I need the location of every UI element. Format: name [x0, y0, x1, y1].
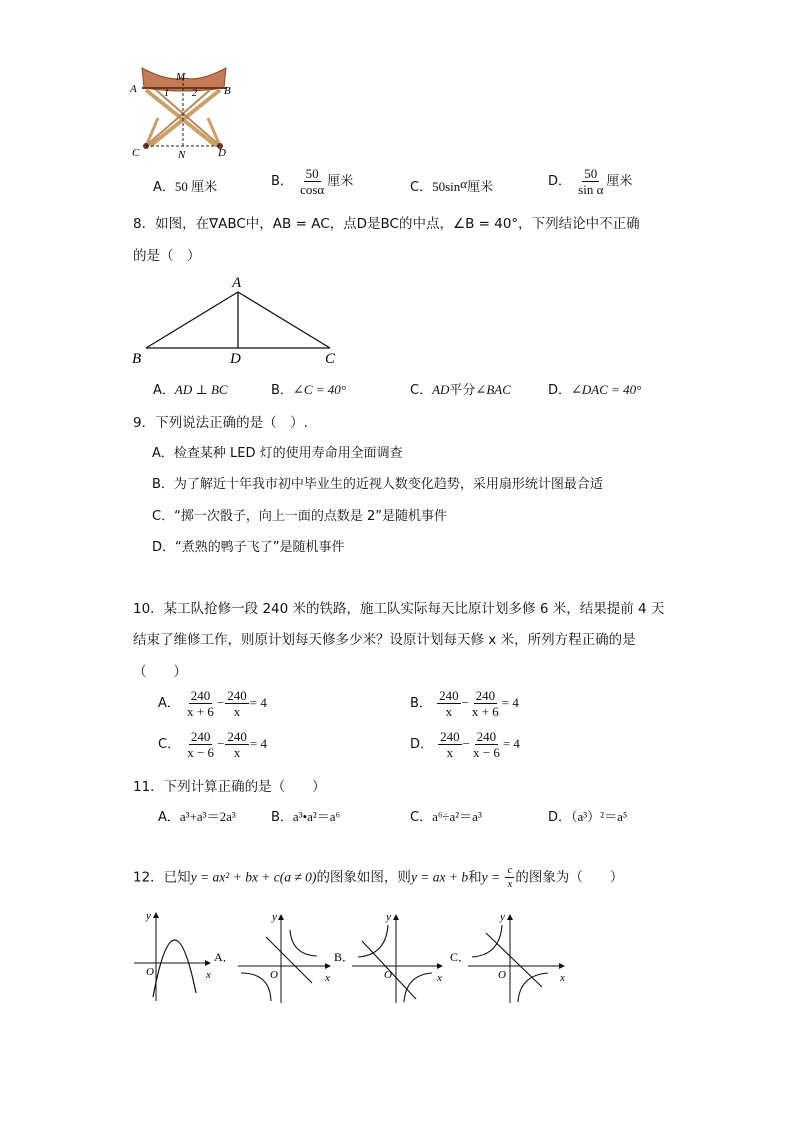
fraction: $\frac{50}{\cos\alpha}$	[300, 166, 325, 197]
q11-option-b[interactable]: B．a³•a²＝a⁶	[271, 809, 341, 825]
q8-option-d[interactable]: D．∠DAC = 40°	[548, 382, 642, 398]
label-A: A	[232, 275, 242, 291]
q10-stem-line2: 结束了维修工作，则原计划每天修多少米？设原计划每天修 x 米，所列方程正确的是	[133, 632, 636, 648]
q10-stem-line1: 10．某工队抢修一段 240 米的铁路，施工队实际每天比原计划多修 6 米，结果提前 4 天	[133, 601, 665, 617]
svg-text:x: x	[206, 969, 211, 981]
q12-stem: 12．已知y = ax² + bx + c(a ≠ 0)的图象如图，则y = ax + b和y = $\frac{c}{x}$ 的图象为（ ）	[133, 864, 624, 890]
svg-text:y: y	[146, 910, 151, 922]
label-B: B	[224, 85, 231, 97]
label-2: 2	[192, 88, 197, 99]
parabola-graph	[134, 910, 211, 1001]
q9-option-a[interactable]: A．检查某种 LED 灯的使用寿命用全面调查	[152, 446, 403, 461]
svg-text:y: y	[272, 911, 277, 923]
q11-option-a[interactable]: A．a³+a³＝2a³	[158, 809, 236, 825]
q11-stem: 11．下列计算正确的是（ ）	[133, 779, 326, 795]
svg-text:x: x	[325, 972, 330, 984]
svg-text:O: O	[384, 969, 392, 981]
svg-text:O: O	[146, 966, 154, 978]
q7-option-a[interactable]: A．50 厘米	[153, 179, 218, 195]
q7-option-d[interactable]: D． $\frac{50}{\text{sin α}}$ 厘米	[548, 166, 633, 197]
graphs-figure	[128, 905, 578, 1005]
q7-option-c[interactable]: C．50sinα厘米	[410, 176, 494, 195]
svg-text:O: O	[270, 969, 278, 981]
label-A: A	[130, 83, 137, 95]
q8-stem-line1: 8．如图，在∇ABC中，AB = AC，点D是BC的中点，∠B = 40°，下列结论中不正确	[133, 216, 640, 232]
q10-option-d[interactable]: D． $\frac{240}{x}$ − $\frac{240}{x - 6}$ = 4	[410, 729, 520, 760]
triangle-abc-figure	[128, 272, 348, 368]
q9-option-c[interactable]: C．“掷一次骰子，向上一面的点数是 2”是随机事件	[152, 509, 447, 524]
q8-option-c[interactable]: C．AD平分∠BAC	[410, 382, 511, 398]
option-b-graph	[352, 911, 442, 1003]
label-B: B	[132, 351, 142, 367]
q11-option-c[interactable]: C．a⁶÷a²＝a³	[410, 809, 482, 825]
label-D: D	[218, 147, 226, 159]
option-label-b: B．	[334, 950, 355, 964]
label-D: D	[230, 351, 241, 367]
label-N: N	[178, 149, 186, 160]
label-1: 1	[164, 88, 169, 99]
svg-text:y: y	[500, 911, 505, 923]
option-a-graph	[238, 911, 330, 1003]
svg-text:O: O	[498, 969, 506, 981]
q7-option-b[interactable]: B． $\frac{50}{\cos\alpha}$ 厘米	[271, 166, 354, 197]
q11-option-d[interactable]: D．（a³）²＝a⁵	[548, 809, 628, 825]
label-C: C	[132, 147, 140, 159]
label-M: M	[176, 71, 186, 83]
q10-option-b[interactable]: B． $\frac{240}{x}$ − $\frac{240}{x + 6}$ = 4	[410, 688, 519, 719]
fraction: $\frac{50}{\text{sin α}}$	[578, 166, 604, 197]
option-c-graph	[468, 911, 565, 1003]
q9-stem: 9．下列说法正确的是（ ）.	[133, 415, 308, 431]
q10-stem-line3: （ ）	[133, 664, 187, 680]
option-label-a: A．	[214, 950, 235, 964]
q9-option-d[interactable]: D．“煮熟的鸭子飞了”是随机事件	[152, 540, 345, 555]
q10-option-a[interactable]: A． $\frac{240}{x + 6}$ − $\frac{240}{x}$ = 4	[158, 688, 267, 719]
option-label-c: C．	[450, 950, 471, 964]
q10-option-c[interactable]: C． $\frac{240}{x - 6}$ − $\frac{240}{x}$ = 4	[158, 729, 267, 760]
folding-stool-figure	[128, 60, 240, 160]
svg-text:x: x	[437, 972, 442, 984]
q9-option-b[interactable]: B．为了解近十年我市初中毕业生的近视人数变化趋势，采用扇形统计图最合适	[152, 477, 603, 492]
label-C: C	[325, 351, 336, 367]
q8-stem-line2: 的是（ ）	[133, 248, 201, 264]
svg-text:x: x	[560, 972, 565, 984]
svg-text:y: y	[386, 911, 391, 923]
q8-option-b[interactable]: B．∠C = 40°	[271, 382, 346, 398]
q8-option-a[interactable]: A．AD ⊥ BC	[153, 382, 228, 398]
